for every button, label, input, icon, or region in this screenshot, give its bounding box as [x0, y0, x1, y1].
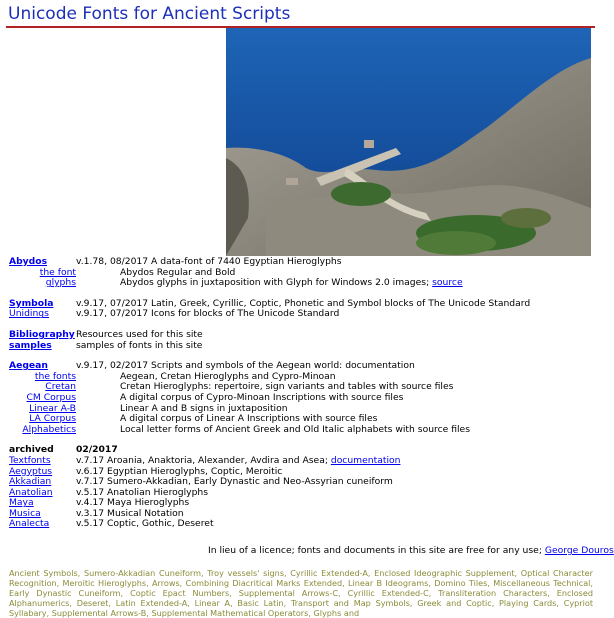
cm-corpus-link[interactable]: CM Corpus: [26, 391, 76, 403]
group-abydos: [9, 257, 594, 289]
textfonts-description: v.7.17 Aroania, Anaktoria, Alexander, Avdira and Asea;: [76, 454, 331, 466]
archived-date: 02/2017: [76, 444, 118, 456]
samples-link[interactable]: samples: [9, 339, 52, 351]
abydos-the-font-description: Abydos Regular and Bold: [120, 266, 236, 278]
list-item: [9, 519, 594, 530]
list-item: [9, 393, 594, 404]
la-corpus-description: A digital corpus of Linear A Inscriptions with source files: [120, 413, 378, 425]
abydos-glyphs-link[interactable]: glyphs: [45, 277, 76, 289]
aegean-description: v.9.17, 02/2017 Scripts and symbols of the Aegean world: documentation: [76, 360, 415, 372]
abydos-the-font-link[interactable]: the font: [39, 266, 76, 278]
aegyptus-description: v.6.17 Egyptian Hieroglyphs, Coptic, Meroitic: [76, 465, 283, 477]
group-archived: [9, 445, 594, 530]
list-item: [9, 330, 594, 341]
anatolian-link[interactable]: Anatolian: [9, 486, 53, 498]
anatolian-description: v.5.17 Anatolian Hieroglyphs: [76, 486, 209, 498]
alphabetics-link[interactable]: Alphabetics: [22, 423, 76, 435]
bibliography-link[interactable]: Bibliography: [9, 328, 75, 340]
cretan-link[interactable]: Cretan: [45, 381, 76, 393]
samples-description: samples of fonts in this site: [76, 339, 203, 351]
unidings-description: v.9.17, 07/2017 Icons for blocks of The Unicode Standard: [76, 308, 340, 320]
coastal-cliff-image: [226, 28, 591, 256]
documentation-link[interactable]: documentation: [330, 454, 401, 466]
linear-a-b-description: Linear A and B signs in juxtaposition: [120, 402, 288, 414]
list-item: [9, 425, 594, 436]
aegyptus-link[interactable]: Aegyptus: [9, 465, 53, 477]
akkadian-description: v.7.17 Sumero-Akkadian, Early Dynastic and Neo-Assyrian cuneiform: [76, 476, 393, 488]
analecta-description: v.5.17 Coptic, Gothic, Deseret: [76, 518, 214, 530]
bibliography-description: Resources used for this site: [76, 328, 203, 340]
symbola-link[interactable]: Symbola: [9, 297, 54, 309]
aegean-the-fonts-link[interactable]: the fonts: [34, 370, 76, 382]
author-link[interactable]: George Douros: [544, 545, 614, 556]
maya-description: v.4.17 Maya Hieroglyphs: [76, 497, 190, 509]
akkadian-link[interactable]: Akkadian: [9, 476, 52, 488]
font-listing: [9, 257, 594, 530]
unicode-block-tags: Ancient Symbols, Sumero-Akkadian Cuneiform, Troy vessels' signs, Cyrillic Extended-A, Enclosed Ideographic Supplement, Optical Character Recognition, Meroitic Hieroglyphs, Arrows, Combining Diacritical Marks Extended, Linear B Ideograms, Domino Tiles, Miscellaneous Technical, Early Dynastic Cuneiform, Coptic Epact Numbers, Supplemental Arrows-C, Cyrillic Extended-C, Transliteration Characters, Enclosed Alphanumerics, Deseret, Latin Extended-A, Linear A, Basic Latin, Transport and Map Symbols, Greek and Coptic, Playing Cards, Cypriot Syllabary, Supplemental Arrows-B, Supplemental Mathematical Operators, Glyphs and: [9, 568, 593, 618]
musica-description: v.3.17 Musical Notation: [76, 507, 184, 519]
licence-note: [208, 545, 614, 556]
list-item: [9, 278, 594, 289]
list-item: [9, 309, 594, 320]
musica-link[interactable]: Musica: [9, 507, 41, 519]
abydos-glyphs-description: Abydos glyphs in juxtaposition with Glyph for Windows 2.0 images;: [120, 277, 433, 289]
linear-a-b-link[interactable]: Linear A-B: [29, 402, 76, 414]
cretan-description: Cretan Hieroglyphs: repertoire, sign variants and tables with source files: [120, 381, 454, 393]
la-corpus-link[interactable]: LA Corpus: [29, 413, 76, 425]
cm-corpus-description: A digital corpus of Cypro-Minoan Inscriptions with source files: [120, 391, 404, 403]
group-symbola: [9, 299, 594, 320]
list-item: [9, 341, 594, 352]
symbola-description: v.9.17, 07/2017 Latin, Greek, Cyrillic, Coptic, Phonetic and Symbol blocks of The Unicode Standard: [76, 297, 531, 309]
licence-text: In lieu of a licence; fonts and documents in this site are free for any use;: [208, 545, 545, 556]
header-photo: [226, 28, 591, 256]
abydos-description: v.1.78, 08/2017 A data-font of 7440 Egyptian Hieroglyphs: [76, 256, 342, 267]
page-title: Unicode Fonts for Ancient Scripts: [8, 4, 291, 24]
list-item: [9, 257, 594, 268]
maya-link[interactable]: Maya: [9, 497, 34, 509]
abydos-link[interactable]: Abydos: [9, 256, 48, 267]
aegean-link[interactable]: Aegean: [9, 360, 48, 372]
archived-label: archived: [9, 444, 54, 456]
group-bibliography: [9, 330, 594, 351]
textfonts-link[interactable]: Textfonts: [9, 454, 51, 466]
analecta-link[interactable]: Analecta: [9, 518, 50, 530]
list-item: [9, 456, 594, 467]
group-aegean: [9, 361, 594, 435]
alphabetics-description: Local letter forms of Ancient Greek and Old Italic alphabets with source files: [120, 423, 470, 435]
aegean-the-fonts-description: Aegean, Cretan Hieroglyphs and Cypro-Minoan: [120, 370, 336, 382]
unidings-link[interactable]: Unidings: [9, 308, 49, 320]
abydos-source-link[interactable]: source: [432, 277, 463, 289]
